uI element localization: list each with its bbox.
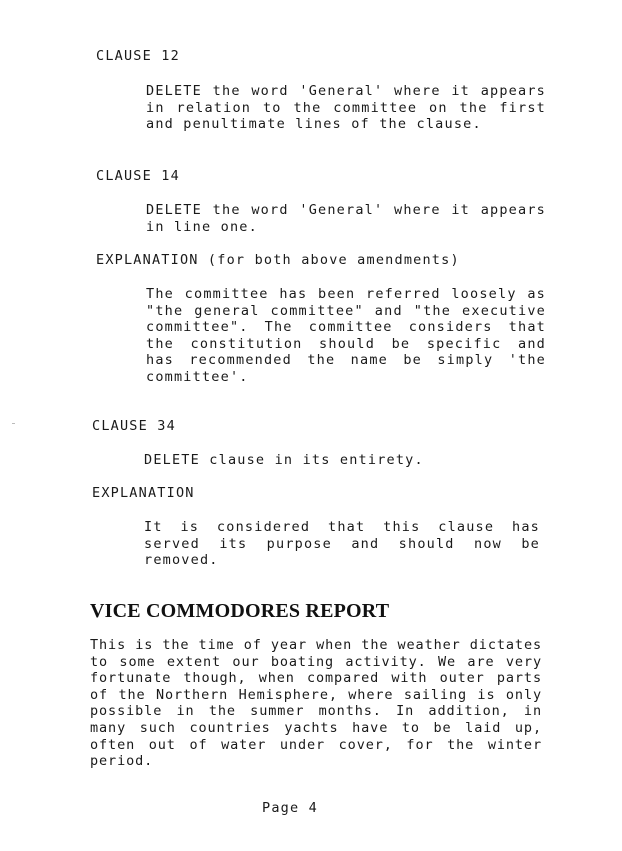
explanation-2-body: It is considered that this clause has served its purpose and should now be removed. [144, 519, 540, 569]
clause-34-heading: CLAUSE 34 [92, 418, 176, 434]
vice-commodores-report-title: VICE COMMODORES REPORT [90, 600, 390, 622]
clause-12-heading: CLAUSE 12 [96, 48, 180, 64]
clause-34-body: DELETE clause in its entirety. [144, 452, 424, 468]
page-number: Page 4 [262, 800, 318, 816]
clause-14-heading: CLAUSE 14 [96, 168, 180, 184]
vice-commodores-report-body: This is the time of year when the weather dictates to some extent our boating activity. We are very fortunate though, when compared with outer parts of the Northern Hemisphere, where sailing is only possible in the summer months. In addition, in many such countries yachts have to be laid up, often out of water under cover, for the winter period. [90, 637, 542, 770]
explanation-1-heading: EXPLANATION (for both above amendments) [96, 252, 460, 268]
explanation-2-heading: EXPLANATION [92, 485, 195, 501]
explanation-1-body: The committee has been referred loosely as "the general committee" and "the executive committee". The committee considers that the constitution should be specific and has recommended the name be simply 'the committee'. [146, 286, 546, 385]
scan-speck [12, 423, 15, 424]
clause-12-body: DELETE the word 'General' where it appears in relation to the committee on the first and penultimate lines of the clause. [146, 83, 546, 133]
clause-14-body: DELETE the word 'General' where it appears in line one. [146, 202, 546, 235]
